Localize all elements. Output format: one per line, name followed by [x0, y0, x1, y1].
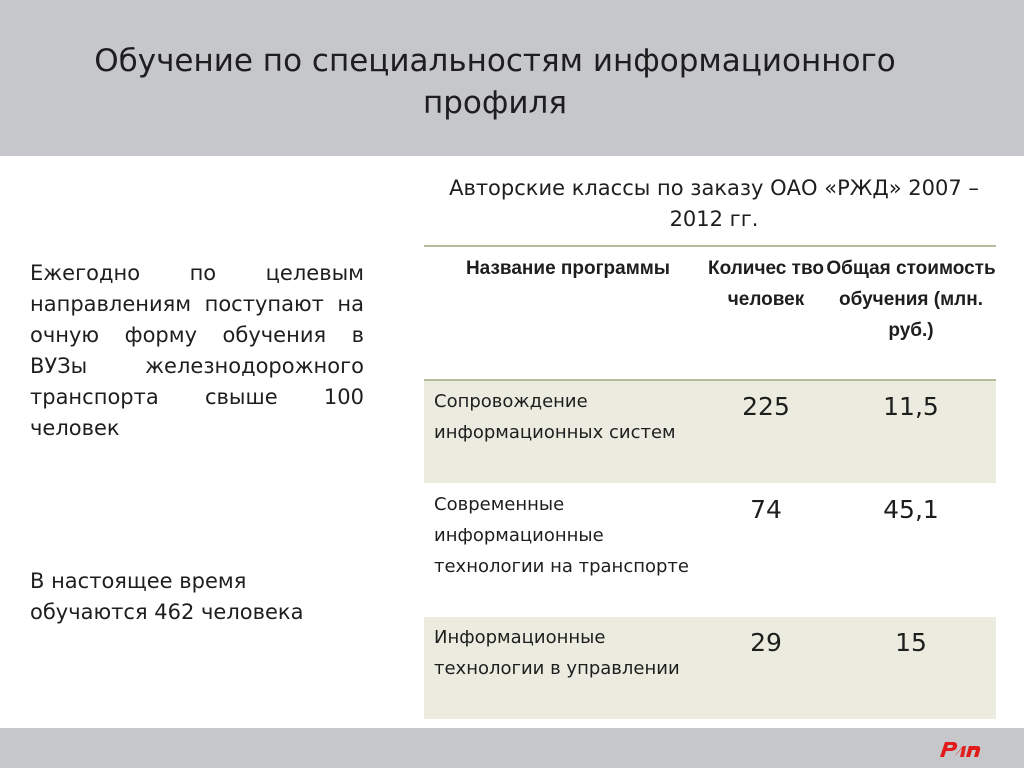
enrollment-paragraph: Ежегодно по целевым направлениям поступают на очную форму обучения в ВУЗы железнодорожного транспорта свыше 100 человек	[30, 261, 364, 440]
student-count: 225	[706, 380, 826, 483]
table-row	[424, 380, 996, 483]
slide-title: Обучение по специальностям информационного профиля	[94, 43, 896, 121]
program-name: Современные информационные технологии на транспорте	[424, 483, 706, 616]
table-row	[424, 483, 996, 616]
training-cost: 45,1	[826, 483, 996, 616]
rzd-logo-icon	[936, 736, 984, 760]
table-title: Авторские классы по заказу ОАО «РЖД» 2007 – 2012 гг.	[449, 176, 979, 231]
training-cost: 15	[826, 616, 996, 719]
program-name: Сопровождение информационных систем	[424, 380, 706, 483]
table-row	[424, 616, 996, 719]
programs-table	[424, 245, 996, 720]
student-count: 29	[706, 616, 826, 719]
header-cost: Общая стоимость обучения (млн. руб.)	[826, 246, 996, 380]
current-students-paragraph: В настоящее время обучаются 462 человека	[30, 569, 304, 624]
training-cost: 11,5	[826, 380, 996, 483]
program-name: Информационные технологии в управлении	[424, 616, 706, 719]
header-count: Количес тво человек	[706, 246, 826, 380]
footer-band	[0, 728, 1024, 768]
student-count: 74	[706, 483, 826, 616]
header-program: Название программы	[424, 246, 706, 380]
table-header-row	[424, 246, 996, 380]
